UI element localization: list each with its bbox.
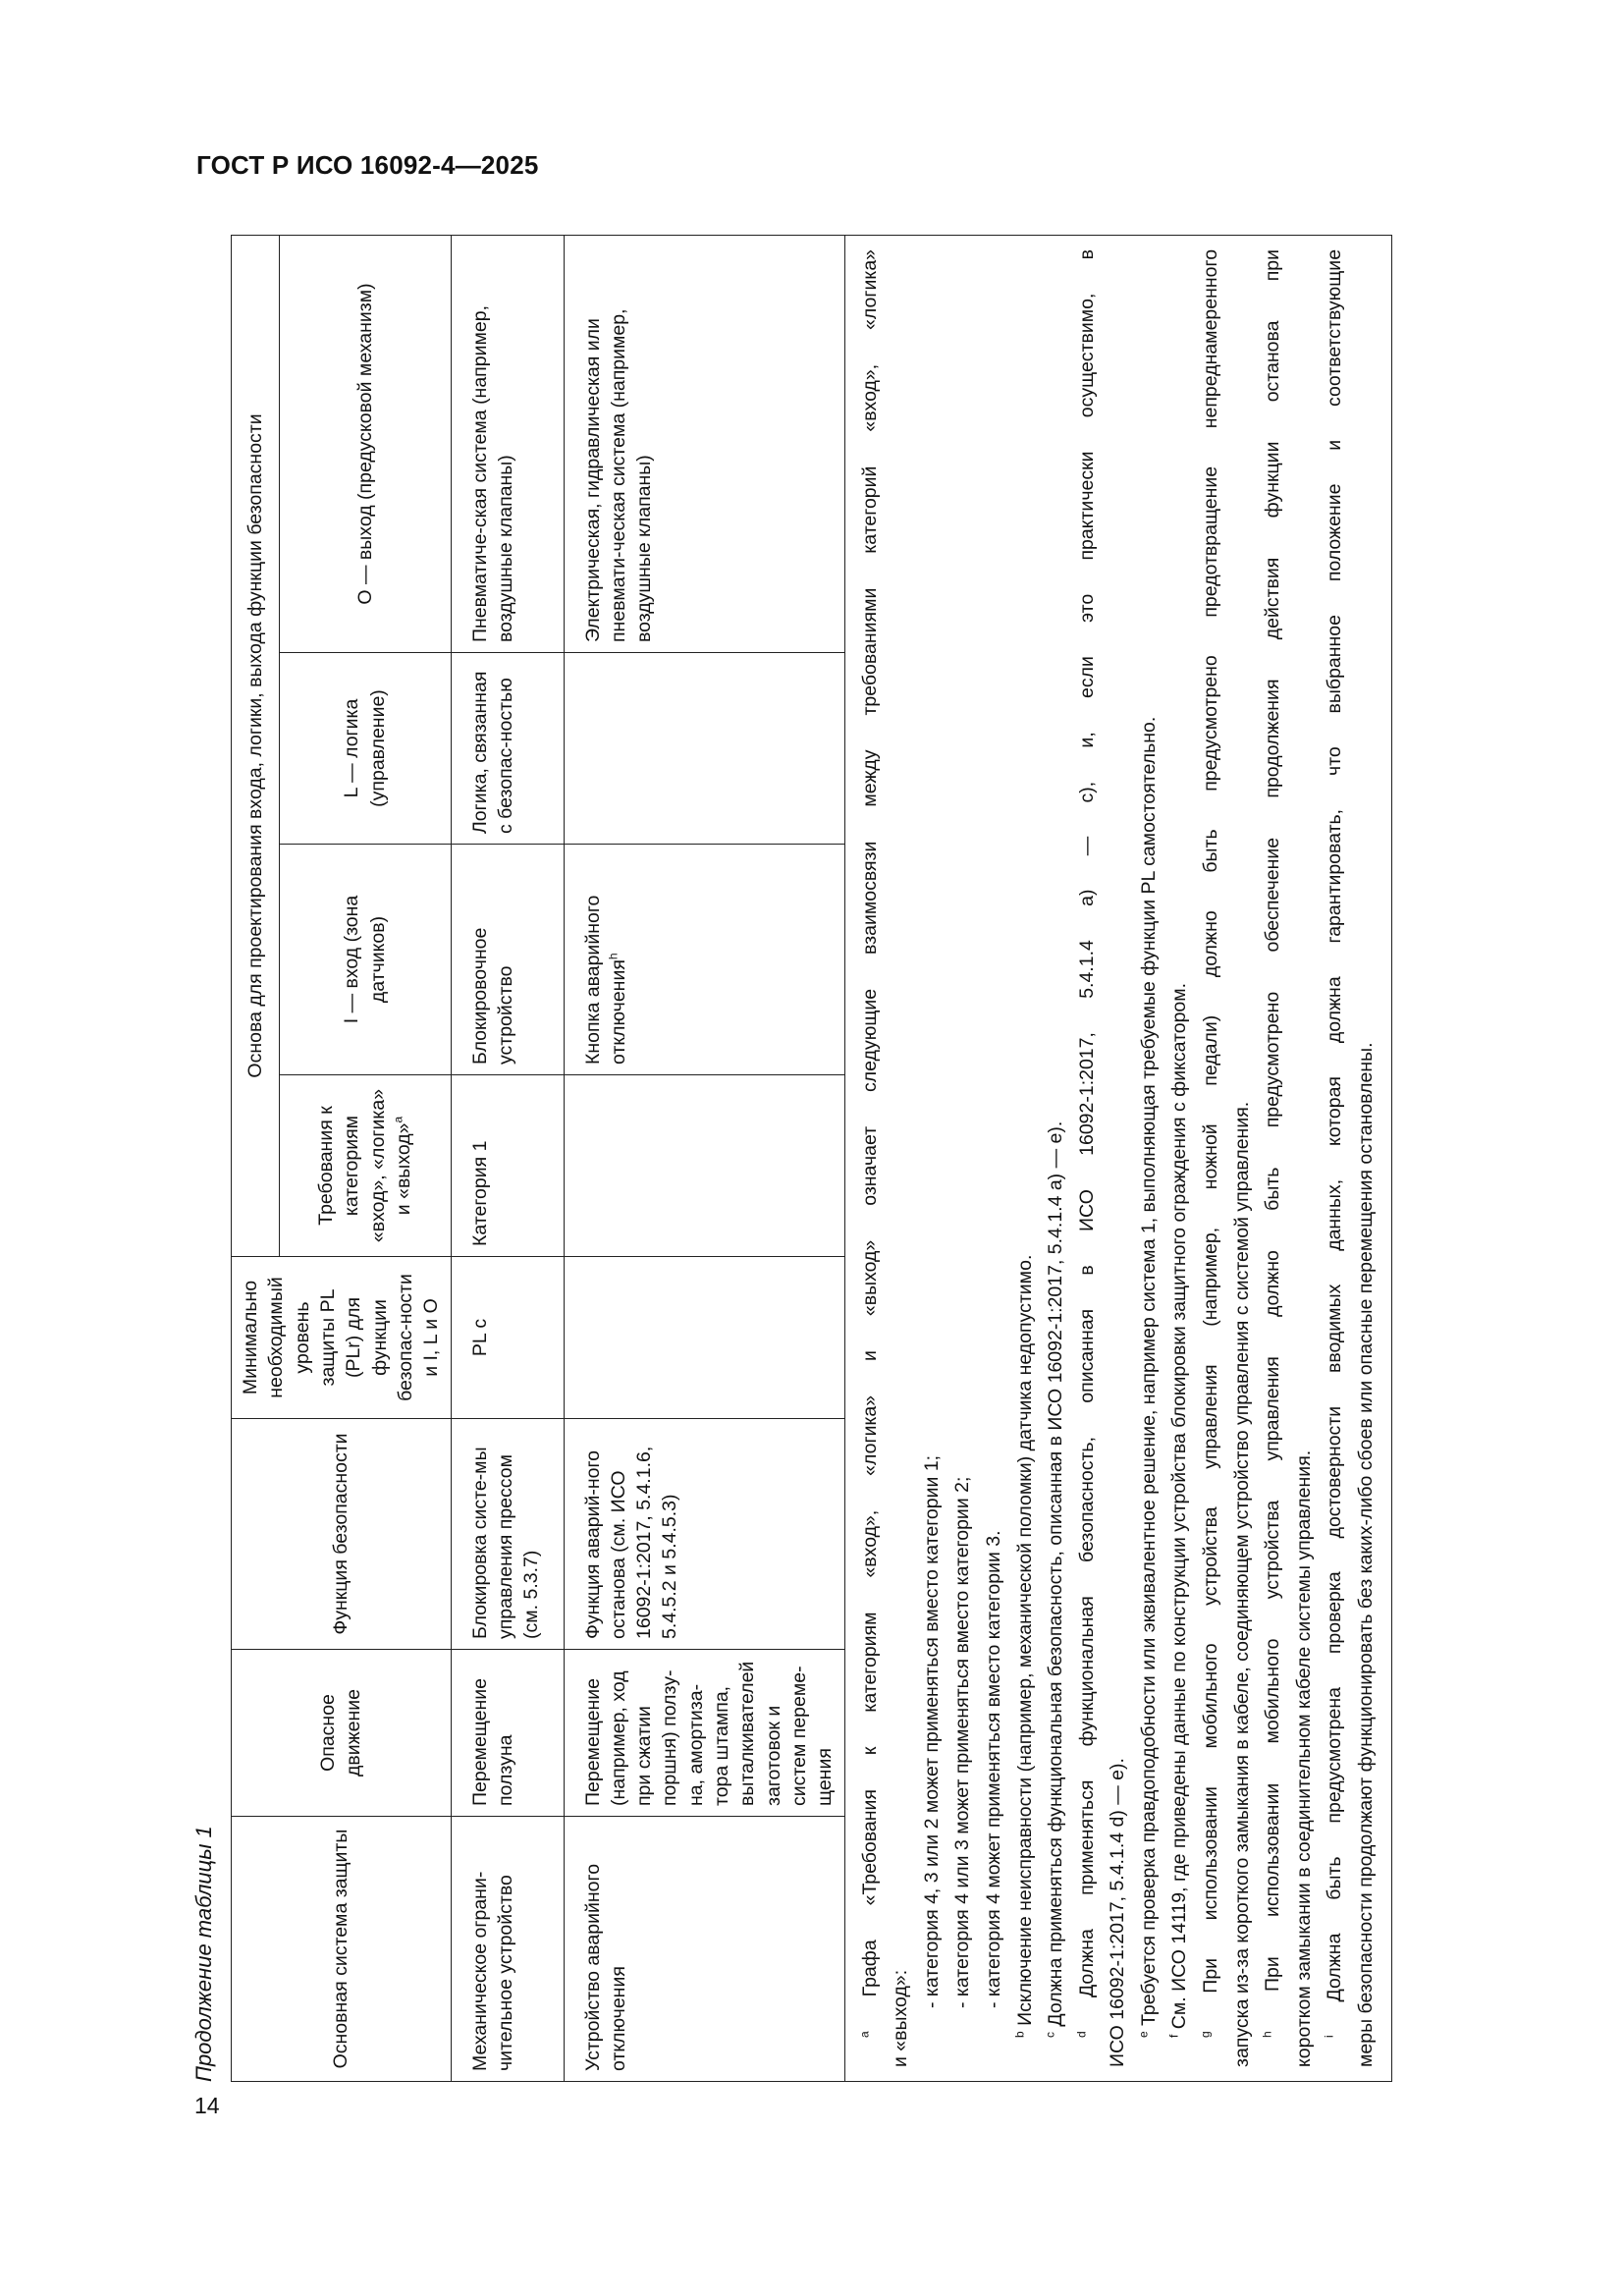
footnote-b [1010,249,1042,2067]
cell-pl: PL c [451,1257,564,1419]
cell-requirements: Категория 1 [451,1075,564,1257]
cell-input [564,845,844,1075]
footnote-a-cont: и «выход»: [890,1969,912,2067]
page-number: 14 [194,2093,220,2118]
footnote-d [1072,249,1104,2067]
footnote-a-item: - категория 4 может применяться вместо категории 3. [982,1530,1004,2008]
table-row [564,235,844,2081]
col-header-function: Функция безопасности [232,1419,452,1650]
footnote-i-text: Должна быть предусмотрена проверка достоверности вводимых данных, которая должна гарантировать, что выбранное положение и соответствующие [1324,248,1346,2002]
footnote-c-text: Должна применяться функциональная безопасность, описанная в ИСО 16092-1:2017, 5.4.1.4 a) — e). [1045,1121,1067,2027]
cell-output: Пневматиче-ская система (например, воздушные клапаны) [451,235,564,652]
safety-table [231,235,1392,2082]
footnote-b-text: Исключение неисправности (например, механической поломки) датчика недопустимо. [1013,1254,1036,2026]
requirements-label: Требования к категориям «вход», «логика» и «выход» [315,1088,415,1243]
footnote-f [1164,249,1196,2067]
col-header-system: Основная система защиты [232,1817,452,2082]
col-header-motion: Опасное движение [232,1650,452,1817]
col-header-output: O — выход (предусковой механизм) [280,235,452,652]
col-header-group: Основа для проектирования входа, логики, выхода функции безопасности [232,235,280,1256]
footnote-e [1134,249,1165,2067]
document-header: ГОСТ Р ИСО 16092-4—2025 [196,150,539,180]
footnote-f-text: См. ИСО 14119, где приведены данные по конструкции устройства блокировки защитного ограждения с фиксатором. [1168,982,1191,2030]
footnote-g-text: При использовании мобильного устройства управления (например, ножной педали) должно быть предусмотрено предотвращение непреднамеренного [1199,248,1221,1994]
footnote-mark-i: i [1322,2035,1336,2038]
footnote-d-text: Должна применяться функциональная безопасность, описанная в ИСО 16092-1:2017, 5.4.1.4 a) — c), и, если это практически осуществимо, в [1075,248,1098,1998]
cell-output: Электрическая, гидравлическая или пневмати-ческая система (например, воздушные клапаны) [564,235,844,652]
cell-system: Устройство аварийного отключения [564,1817,844,2082]
footnote-e-text: Требуется проверка правдоподобности или эквивалентное решение, например система 1, выполняющая требуемые функции PL самостоятельно. [1137,716,1160,2026]
footnotes [844,235,1392,2081]
footnote-mark-g: g [1198,2031,1213,2038]
col-header-pl: Минимально необходимый уровень защиты PL (PLr) для функции безопас-ности и I, L и O [232,1257,452,1419]
cell-pl [564,1257,844,1419]
col-header-logic: L — логика (управление) [280,653,452,845]
footnote-mark-c: c [1043,2032,1057,2038]
footnote-h [1258,249,1289,2067]
cell-input [451,845,564,1075]
footnote-mark-a: a [857,2031,872,2038]
footnote-d-cont: ИСО 16092-1:2017, 5.4.1.4 d) — e). [1107,1758,1129,2067]
footnote-mark-f: f [1166,2034,1181,2038]
cell-input-text: Кнопка аварийного отключения [581,895,629,1065]
footnote-mark-h: h [1260,2031,1274,2038]
footnote-ref-a: a [391,1116,406,1123]
footnote-g [1196,249,1227,2067]
footnote-a-item: - категория 4 или 3 может применяться вместо категории 2; [951,1476,974,2008]
cell-function: Блокировка систе-мы управления прессом (см. 5.3.7) [451,1419,564,1650]
col-header-input: I — вход (зона датчиков) [280,845,452,1075]
footnote-h-text: При использовании мобильного устройства управления должно быть предусмотрено обеспечение продолжения действия функции останова при [1262,248,1284,1993]
footnote-g-cont: запуска из-за короткого замыкания в кабеле, соединяющем устройство управления с системой управления. [1230,1101,1253,2067]
cell-input-text: Блокировочное устройство [468,927,516,1065]
cell-requirements [564,1075,844,1257]
footnote-a-text: Графа «Требования к категориям «вход», «логика» и «выход» означает следующие взаимосвязи между требованиями категорий «вход», «логика» [858,248,881,1997]
footnote-h-cont: коротком замыкании в соединительном кабеле системы управления. [1292,1449,1315,2067]
footnote-mark-d: d [1074,2031,1089,2038]
table-caption: Продолжение таблицы 1 [191,1826,216,2082]
footnote-ref-h: h [606,953,621,960]
footnote-a [855,249,887,2067]
cell-motion: Перемещение (например, ход при сжатии поршня) ползу-на, амортиза-тора штампа, выталкивателей заготовок и систем переме-щения [564,1650,844,1817]
rotated-content [191,236,1424,2082]
footnote-mark-e: e [1136,2031,1151,2038]
header-row-1 [232,235,280,2081]
footnote-mark-b: b [1012,2031,1027,2038]
cell-motion: Перемещение ползуна [451,1650,564,1817]
footnote-i [1320,249,1351,2067]
cell-logic [564,653,844,845]
footnote-c [1041,249,1072,2067]
table-row [451,235,564,2081]
footnote-a-item: - категория 4, 3 или 2 может применяться вместо категории 1; [920,1454,943,2008]
cell-system: Механическое ограни-чительное устройство [451,1817,564,2082]
footnote-i-cont: меры безопасности продолжают функционировать без каких-либо сбоев или опасные перемещения остановлены. [1354,1042,1377,2067]
notes-row [844,235,1392,2081]
cell-logic: Логика, связанная с безопас-ностью [451,653,564,845]
col-header-requirements [280,1075,452,1257]
cell-function: Функция аварий-ного останова (см. ИСО 16092-1:2017, 5.4.1.6, 5.4.5.2 и 5.4.5.3) [564,1419,844,1650]
